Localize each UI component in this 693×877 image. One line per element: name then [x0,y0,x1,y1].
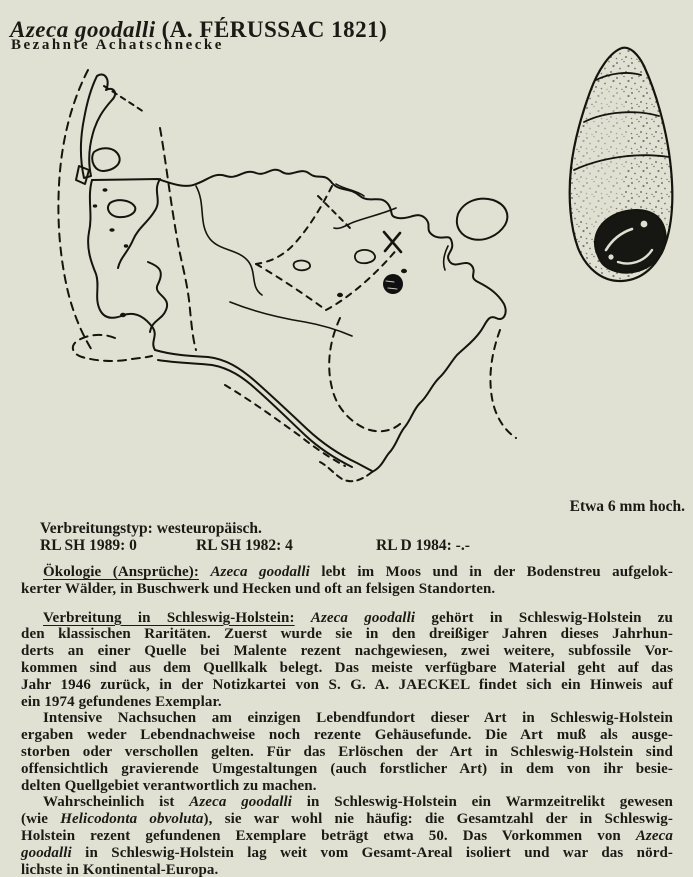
text-line: lichste in Kontinental-Europa. [21,861,219,877]
map-dashed-borders [58,70,516,481]
text-line: Verbreitung in Schleswig-Holstein: Azeca goodalli gehört in Schleswig-Holstein zu [43,609,673,626]
size-note: Etwa 6 mm hoch. [569,498,685,515]
text-line: den klassischen Raritäten. Zuerst wurde sie in den dreißiger Jahren dieses Jahrhun- [21,626,673,643]
text-line: storben oder verschollen gelten. Für das Erlöschen der Art in Schleswig-Holstein sind [21,743,673,760]
text-line: delten Quellgebiet verantwortlich zu machen. [21,777,317,794]
map-elbe-river [155,350,372,471]
text-line: goodalli in Schleswig-Holstein lag weit vom Gesamt-Areal isoliert und war das nörd- [21,844,673,861]
text-line: Ökologie (Ansprüche): Azeca goodalli lebt im Moos und in der Bodenstreu aufgelok- [43,564,674,580]
species-name: Azeca goodalli [10,17,156,43]
red-list-sh-1989: RL SH 1989: 0 [40,537,137,554]
paragraph [21,564,673,598]
map-rivers [196,184,448,336]
paragraph [21,610,673,711]
species-author: (A. FÉRUSSAC 1821) [161,17,388,43]
paragraph [21,794,673,877]
shell-illustration [570,48,673,281]
map-island-fehmarn [457,199,507,240]
text-line: derts an einer Quelle bei Malente rezent nachgewiesen, zwei weitere, subfossile Vor- [21,643,673,660]
paragraph [21,710,673,794]
distribution-type-line: Verbreitungstyp: westeuropäisch. [40,520,262,537]
text-line: ergaben weder Lebendnachweise noch rezente Gehäusefunde. Die Art muß als ausge- [21,727,673,744]
map-islands [76,74,507,239]
text-line: kommen sind aus dem Quellkalk belegt. Das meiste verfügbare Material geht auf das [21,659,673,676]
common-name: Bezahnte Achatschnecke [11,37,224,53]
red-list-row [0,537,693,556]
text-line: offensichtlich gravierende Umgestaltungen (auch forstlicher Art) in dem von ihr besie- [21,760,673,777]
text-line: kerter Wälder, in Buschwerk und Hecken und oft an felsigen Standorten. [21,580,496,597]
map-x-marker [384,232,401,252]
map-coastline-west [88,179,167,350]
red-list-d-1984: RL D 1984: -.- [376,537,470,554]
map-dot-marker [383,274,403,294]
distribution-map [58,70,516,481]
text-line: Intensive Nachsuchen am einzigen Lebendfundort dieser Art in Schleswig-Holstein [43,710,673,727]
text-line: Wahrscheinlich ist Azeca goodalli in Schleswig-Holstein ein Warmzeitrelikt gewesen [43,794,673,811]
text-line: (wie Helicodonta obvoluta), sie war wohl nie häufig: die Gesamtzahl der in Schleswig- [21,811,673,828]
red-list-sh-1982: RL SH 1982: 4 [196,537,293,554]
body-text [21,564,673,877]
text-line: Jahr 1946 zurück, in der Notizkartei von S. G. A. JAECKEL findet sich ein Hinweis auf [21,676,673,693]
text-line: ein 1974 gefundenes Exemplar. [21,693,222,710]
text-line: Holstein rezent gefundenen Exemplare beträgt etwa 50. Das Vorkommen von Azeca [21,827,673,844]
